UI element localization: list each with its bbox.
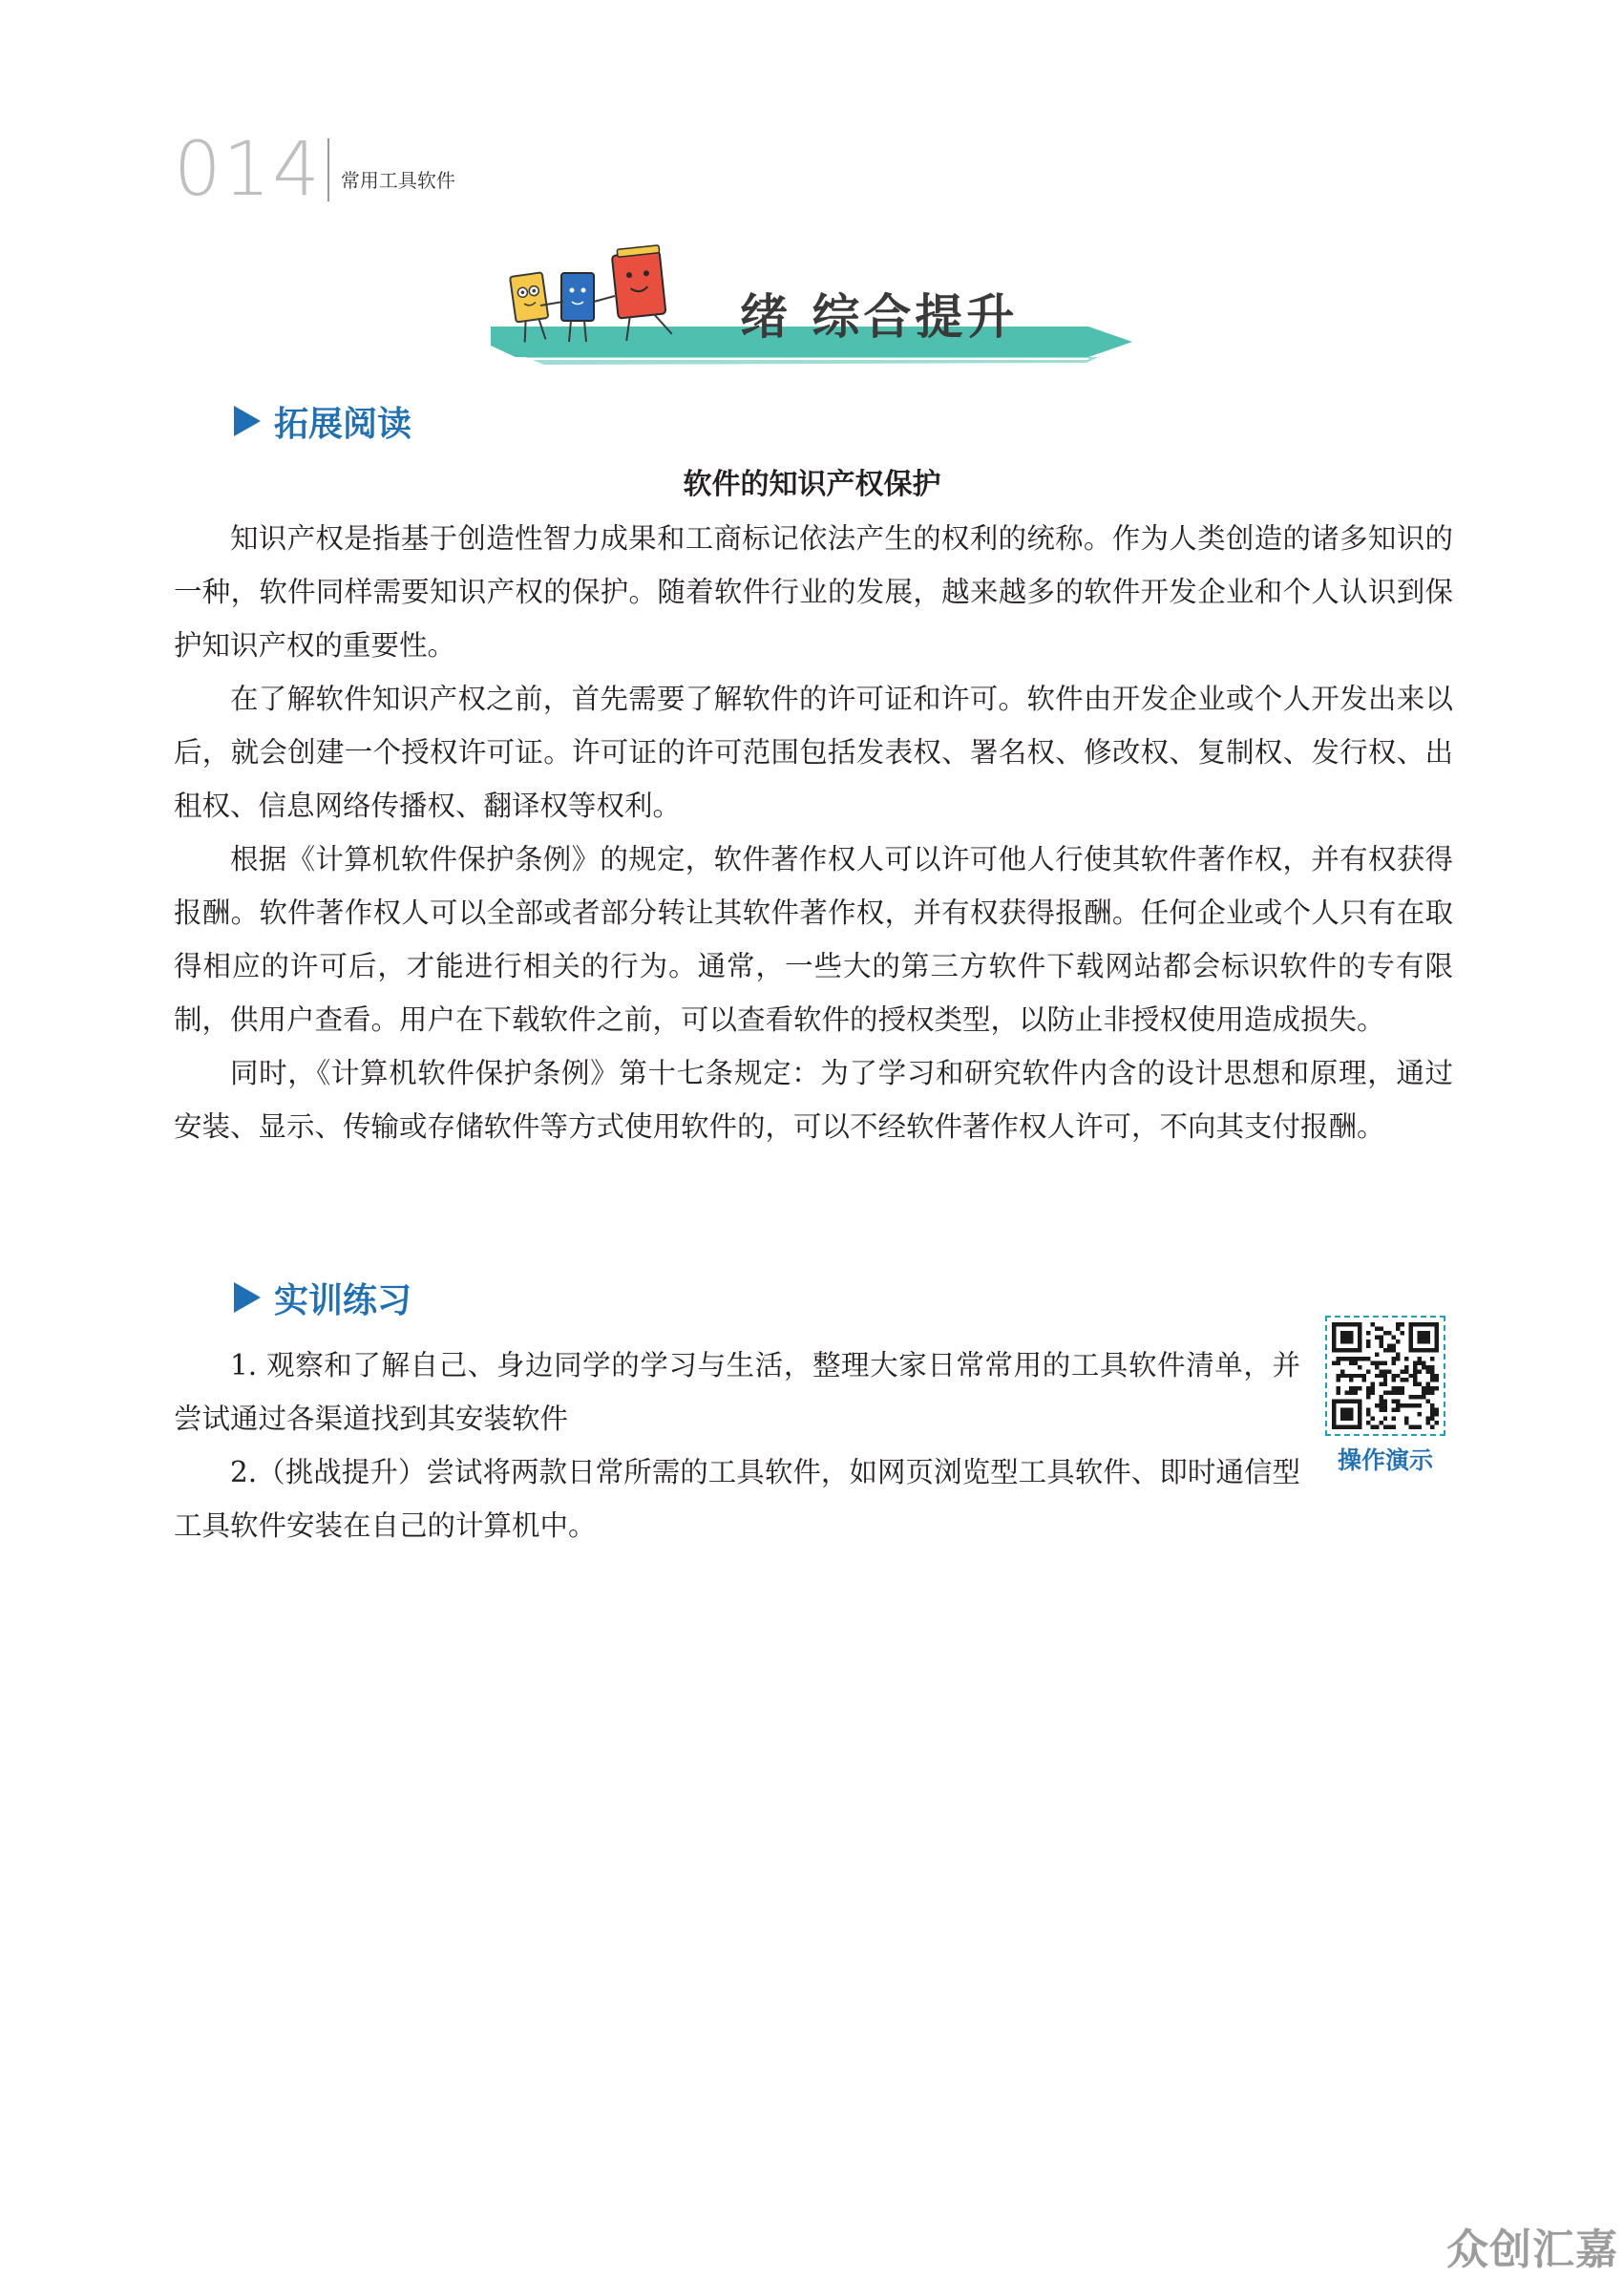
page-number: 014 [174,127,322,213]
article-paragraph: 在了解软件知识产权之前，首先需要了解软件的许可证和许可。软件由开发企业或个人开发出来以后，就会创建一个授权许可证。许可证的许可范围包括发表权、署名权、修改权、复制权、发行权、出租权、信息网络传播权、翻译权等权利。 [174,683,1453,822]
article-body [174,512,1453,1153]
extended-reading-heading-text: 拓展阅读 [274,404,412,444]
section-banner [487,239,1146,372]
header-divider [327,138,329,201]
article-paragraph: 同时，《计算机软件保护条例》第十七条规定：为了学习和研究软件内含的设计思想和原理，通过安装、显示、传输或存储软件等方式使用软件的，可以不经软件著作权人许可，不向其支付报酬。 [174,1057,1453,1143]
article-paragraph: 知识产权是指基于创造性智力成果和工商标记依法产生的权利的统称。作为人类创造的诸多知识的一种，软件同样需要知识产权的保护。随着软件行业的发展，越来越多的软件开发企业和个人认识到保护知识产权的重要性。 [174,522,1453,662]
practice-item: 2.（挑战提升）尝试将两款日常所需的工具软件，如网页浏览型工具软件、即时通信型工具软件安装在自己的计算机中。 [174,1456,1300,1542]
play-triangle-icon [234,1282,261,1313]
play-triangle-icon [234,406,261,436]
qr-code-frame[interactable] [1325,1316,1445,1436]
banner-title: 绪 综合提升 [740,289,1019,345]
extended-reading-heading [234,397,411,445]
practice-heading-text: 实训练习 [274,1280,412,1320]
qr-caption: 操作演示 [1337,1446,1433,1474]
article-paragraph: 根据《计算机软件保护条例》的规定，软件著作权人可以许可他人行使其软件著作权，并有权获得报酬。软件著作权人可以全部或者部分转让其软件著作权，并有权获得报酬。任何企业或个人只有在取得相应的许可后，才能进行相关的行为。通常，一些大的第三方软件下载网站都会标识软件的专有限制，供用户查看。用户在下载软件之前，可以查看软件的授权类型，以防止非授权使用造成损失。 [174,843,1453,1036]
article-title: 软件的知识产权保护 [683,468,941,501]
qr-code-block[interactable] [1325,1316,1449,1476]
book-title: 常用工具软件 [340,168,455,192]
page-header [174,127,455,213]
practice-list [174,1339,1300,1552]
practice-heading [234,1274,411,1321]
qr-code-icon[interactable] [1332,1322,1439,1429]
practice-item: 1. 观察和了解自己、身边同学的学习与生活，整理大家日常常用的工具软件清单，并尝试通过各渠道找到其安装软件 [174,1349,1300,1435]
watermark: 众创汇嘉 [1446,2225,1618,2274]
